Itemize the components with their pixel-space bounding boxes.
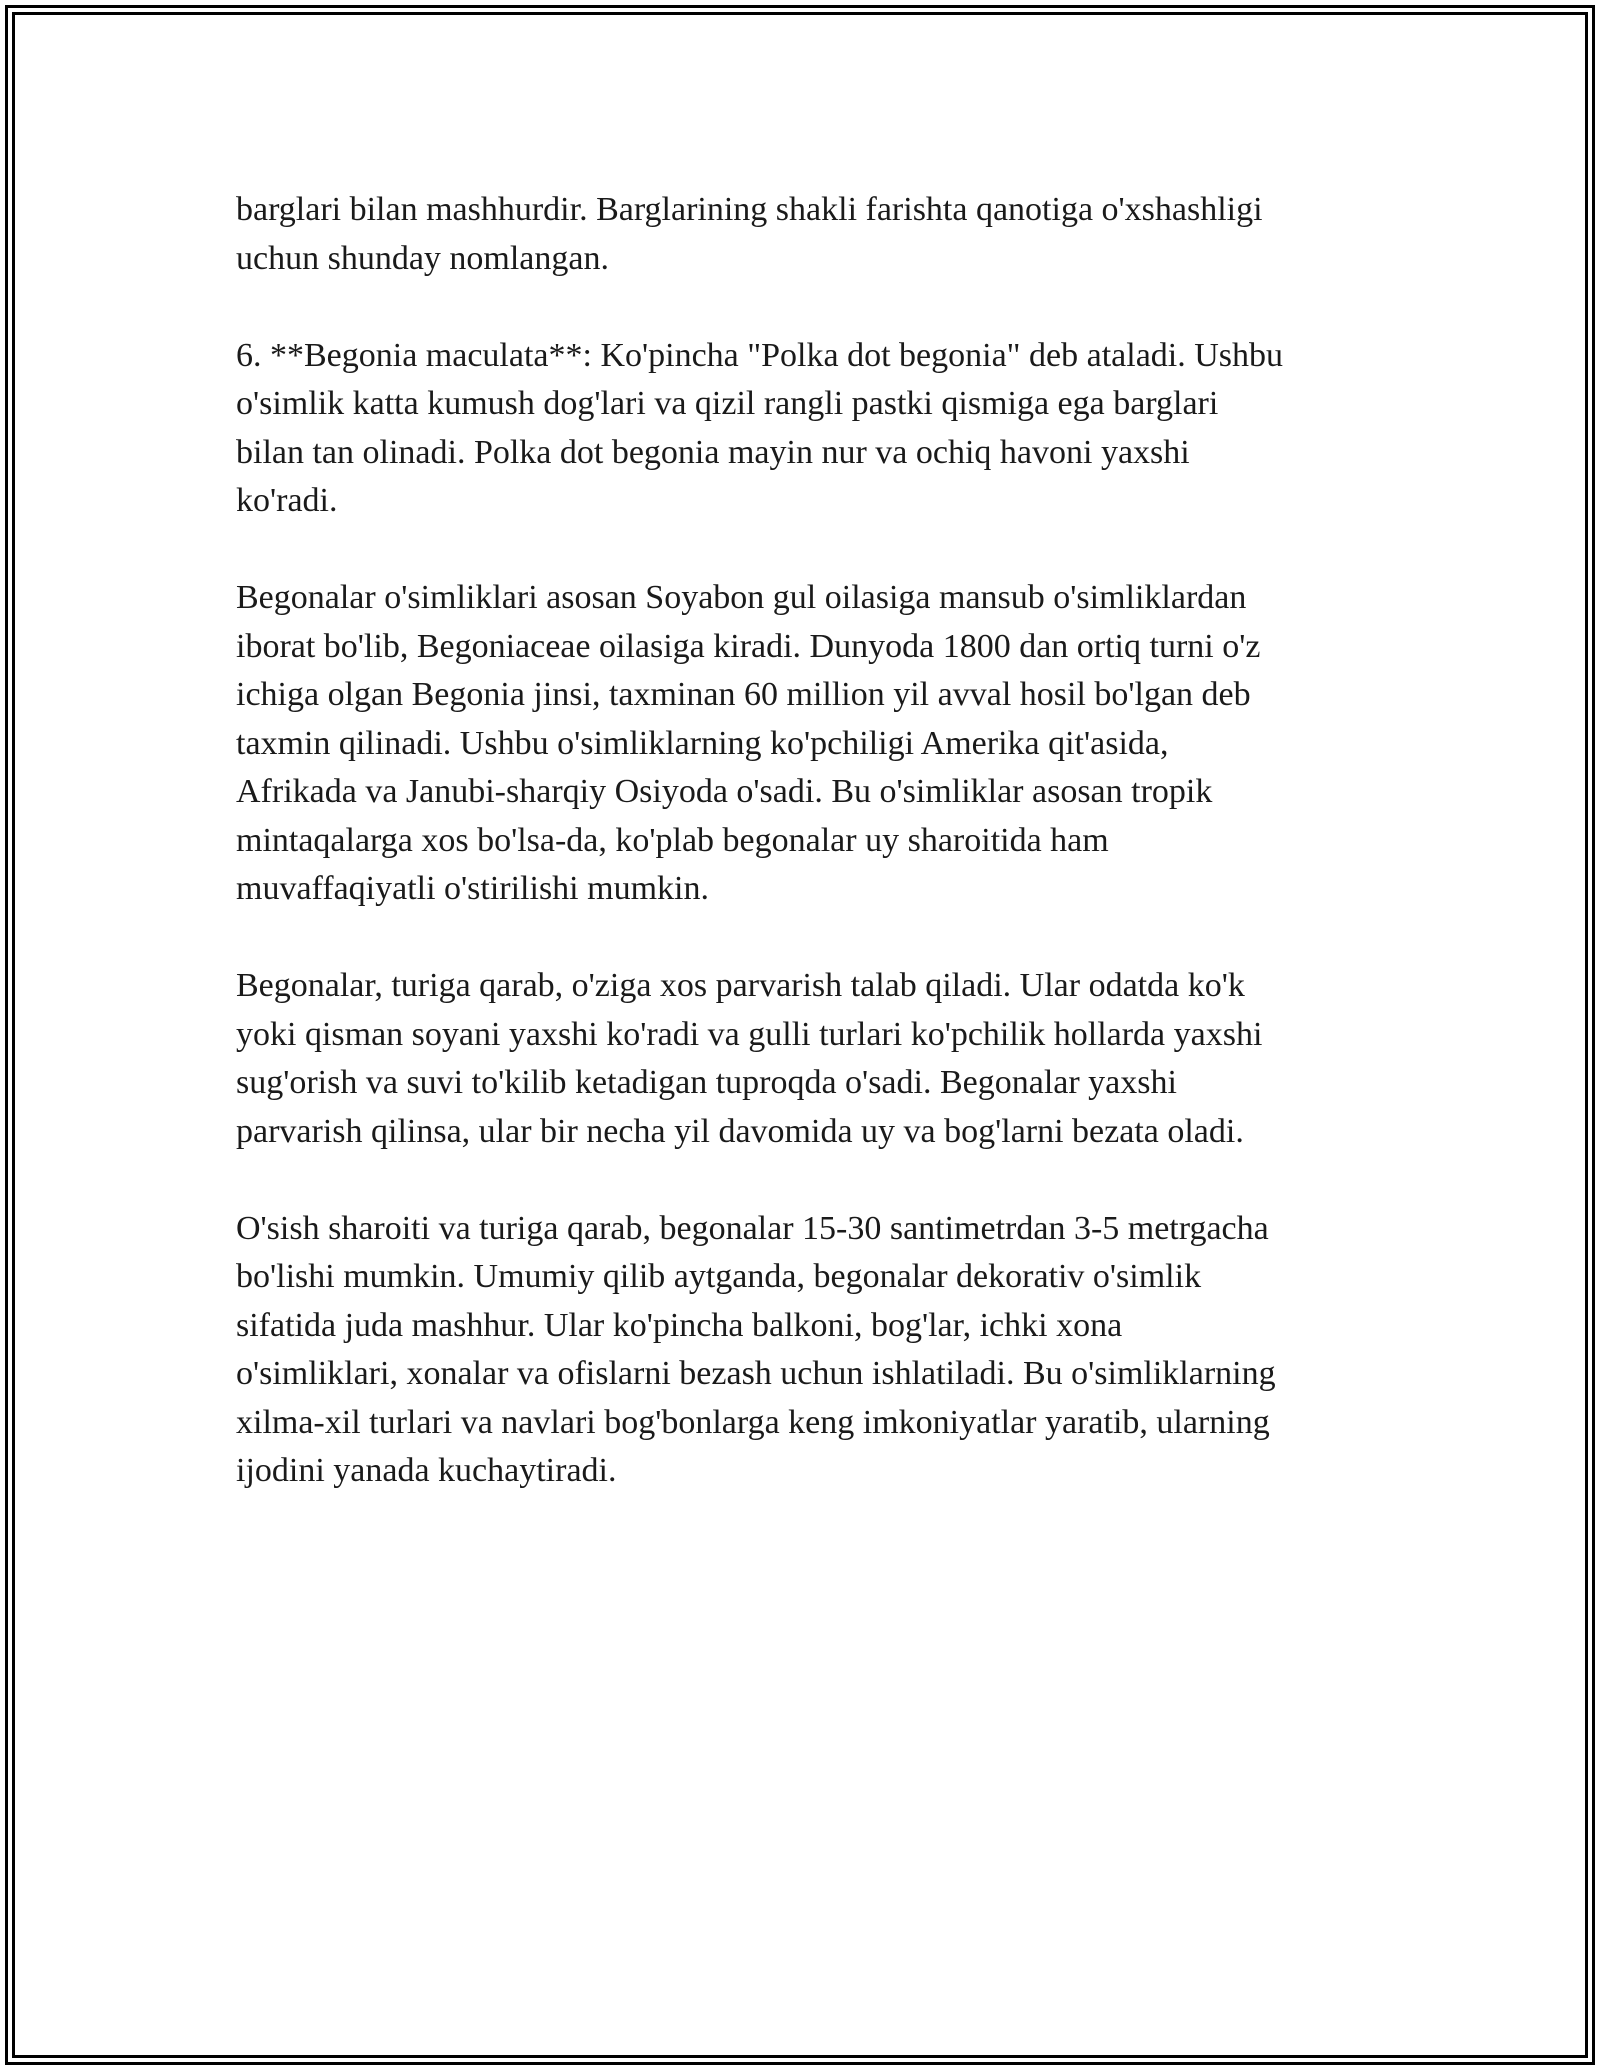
paragraph-1: barglari bilan mashhurdir. Barglarining shakli farishta qanotiga o'xshashligi uchun shunday nomlangan. — [236, 191, 1263, 277]
paragraph-3: Begonalar o'simliklari asosan Soyabon gul oilasiga mansub o'simliklardan iborat bo'lib, Begoniaceae oilasiga kiradi. Dunyoda 1800 dan ortiq turni o'z ichiga olgan Begonia jinsi, taxminan 60 million yil avval hosil bo'lgan deb taxmin qilinadi. Ushbu o'simliklarning ko'pchiligi Amerika qit'asida, Afrikada va Janubi-sharqiy Osiyoda o'sadi. Bu o'simliklar asosan tropik mintaqalarga xos bo'lsa-da, ko'plab begonalar uy sharoitida ham muvaffaqiyatli o'stirilishi mumkin. — [236, 579, 1261, 907]
document-body — [236, 186, 1386, 1544]
paragraph-2: 6. **Begonia maculata**: Ko'pincha "Polka dot begonia" deb ataladi. Ushbu o'simlik katta kumush dog'lari va qizil rangli pastki qismiga ega barglari bilan tan olinadi. Polka dot begonia mayin nur va ochiq havoni yaxshi ko'radi. — [236, 336, 1284, 519]
paragraph-5: O'sish sharoiti va turiga qarab, begonalar 15-30 santimetrdan 3-5 metrgacha bo'lishi mumkin. Umumiy qilib aytganda, begonalar dekorativ o'simlik sifatida juda mashhur. Ular ko'pincha balkoni, bog'lar, ichki xona o'simliklari, xonalar va ofislarni bezash uchun ishlatiladi. Bu o'simliklarning xilma-xil turlari va navlari bog'bonlarga keng imkoniyatlar yaratib, ularning ijodini yanada kuchaytiradi. — [236, 1209, 1276, 1489]
paragraph-4: Begonalar, turiga qarab, o'ziga xos parvarish talab qiladi. Ular odatda ko'k yoki qisman soyani yaxshi ko'radi va gulli turlari ko'pchilik hollarda yaxshi sug'orish va suvi to'kilib ketadigan tuproqda o'sadi. Begonalar yaxshi parvarish qilinsa, ular bir necha yil davomida uy va bog'larni bezata oladi. — [236, 967, 1263, 1150]
